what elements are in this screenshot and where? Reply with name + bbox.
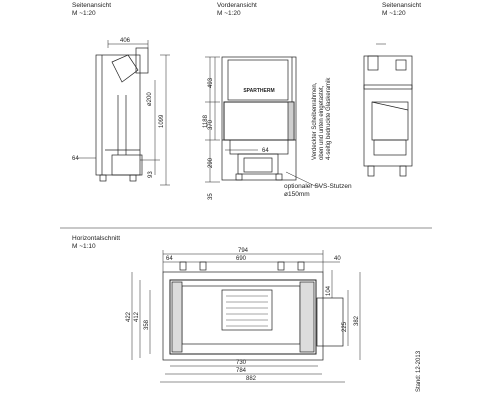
dim-plan-882: 882 [246, 376, 257, 382]
brand-logo: SPARTHERM [243, 88, 275, 94]
dim-plan-40: 40 [334, 256, 341, 262]
front-scale: M ~1:20 [217, 10, 241, 17]
dim-front-window: 370 [208, 119, 214, 130]
dim-front-bottom: 290 [208, 157, 214, 168]
dim-front-top: 493 [208, 77, 214, 88]
dim-plan-784: 784 [236, 368, 247, 374]
svs-diameter: ø150mm [284, 191, 310, 198]
plan-title: Horizontalschnitt [72, 235, 121, 242]
dim-plan-358: 358 [144, 319, 150, 330]
dim-plan-225: 225 [342, 321, 348, 332]
side-left-view [78, 40, 170, 185]
dim-side-foot: 64 [72, 156, 79, 162]
dim-front-base: 64 [262, 148, 269, 154]
dim-plan-422: 422 [126, 311, 132, 322]
glass-note-line-3: 4-seitig bedruckte Glaskeramik [326, 77, 332, 160]
dim-plan-794: 794 [238, 248, 249, 254]
side-right-scale: M ~1:20 [382, 10, 406, 17]
front-title: Vorderansicht [217, 2, 257, 9]
front-view [205, 57, 320, 186]
side-right-title: Seitenansicht [382, 2, 422, 9]
dim-side-depth: 406 [120, 38, 131, 44]
svs-label: optionaler SVS-Stutzen [284, 183, 352, 190]
stand-date: Stand: 12-2013 [416, 350, 422, 392]
side-left-title: Seitenansicht [72, 2, 112, 9]
dim-side-flue: ø200 [147, 92, 153, 106]
side-right-view [364, 44, 412, 176]
dim-side-total: 1099 [159, 114, 165, 128]
side-left-scale: M ~1:20 [72, 10, 96, 17]
dim-plan-382: 382 [354, 315, 360, 326]
dim-plan-690: 690 [236, 256, 247, 262]
dim-plan-412: 412 [134, 311, 140, 322]
dim-plan-104: 104 [326, 285, 332, 296]
dim-side-low: 93 [148, 171, 154, 178]
glass-note-line-2: oben und unten eingetastet, [319, 85, 325, 160]
plan-scale: M ~1:10 [72, 243, 96, 250]
dim-plan-730: 730 [236, 360, 247, 366]
dim-plan-64: 64 [166, 256, 173, 262]
dim-front-35: 35 [208, 193, 214, 200]
dim-front-total: 1188 [203, 115, 209, 128]
glass-note-line-1: Verdeckter Scheibenrahmen, [312, 82, 318, 160]
